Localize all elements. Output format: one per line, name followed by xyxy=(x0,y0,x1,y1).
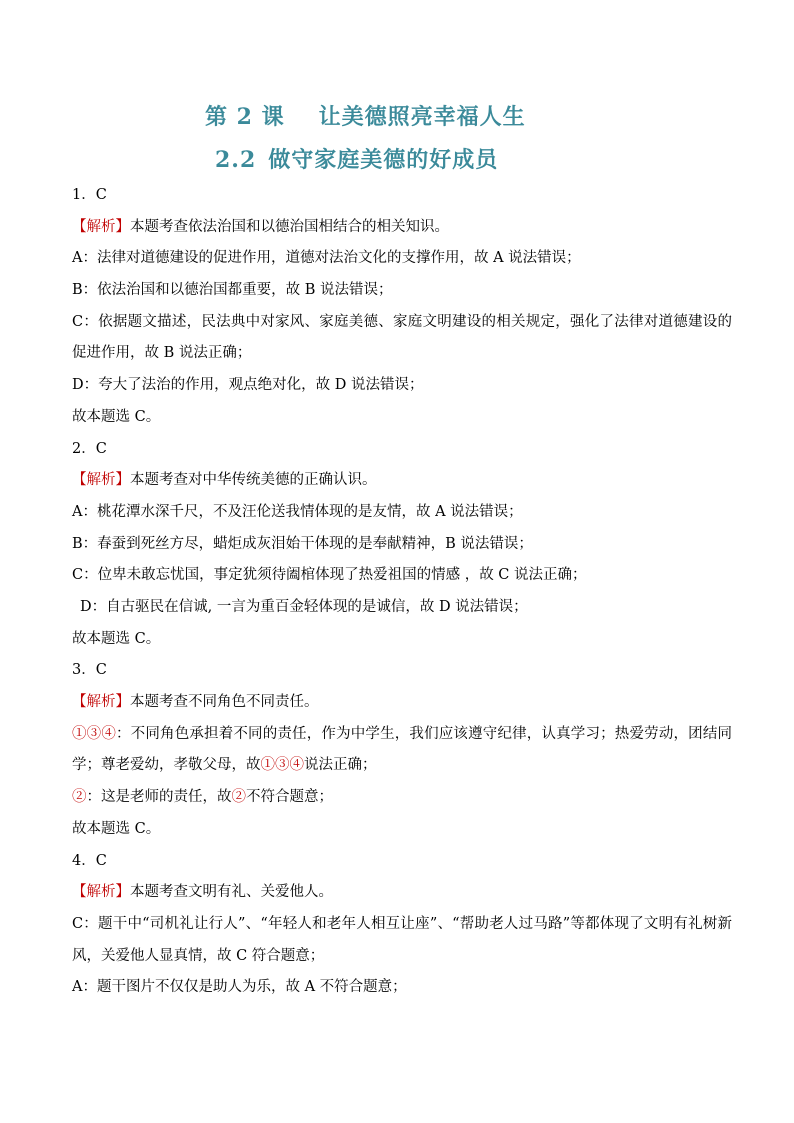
answer-body xyxy=(72,180,732,1004)
question-number: 2．C xyxy=(72,440,107,457)
analysis-line xyxy=(72,687,732,719)
option-line: C：依据题文描述，民法典中对家风、家庭美德、家庭文明建设的相关规定，强化了法律对道德建设的促进作用，故 B 说法正确； xyxy=(72,313,732,362)
option-text: ：这是老师的责任，故 xyxy=(86,789,232,806)
analysis-text: 本题考查依法治国和以德治国相结合的相关知识。 xyxy=(130,218,449,235)
analysis-tag: 【解析】 xyxy=(72,218,130,235)
circled-numbers: ①③④ xyxy=(260,757,304,774)
analysis-tag: 【解析】 xyxy=(72,884,130,901)
question-number: 3．C xyxy=(72,662,107,679)
option-line: A：桃花潭水深千尺，不及汪伦送我情体现的是友情，故 A 说法错误； xyxy=(72,503,523,520)
option-line: D：自古驱民在信诚, 一言为重百金轻体现的是诚信，故 D 说法错误； xyxy=(80,598,528,615)
option-line xyxy=(72,782,732,814)
question-number: 4．C xyxy=(72,852,107,869)
conclusion-line: 故本题选 C。 xyxy=(72,820,161,837)
section-number: 2.2 xyxy=(215,147,257,173)
lesson-name: 让美德照亮幸福人生 xyxy=(318,104,526,130)
lesson-title xyxy=(205,100,526,131)
option-line: A：题干图片不仅仅是助人为乐，故 A 不符合题意； xyxy=(72,979,407,996)
analysis-text: 本题考查不同角色不同责任。 xyxy=(130,694,319,711)
circled-number: ② xyxy=(231,789,246,806)
option-line: B：依法治国和以德治国都重要，故 B 说法错误； xyxy=(72,282,393,299)
circled-numbers: ①③④ xyxy=(72,725,117,742)
circled-number: ② xyxy=(72,789,87,806)
section-name: 做守家庭美德的好成员 xyxy=(268,147,499,173)
conclusion-line: 故本题选 C。 xyxy=(72,630,161,647)
analysis-text: 本题考查对中华传统美德的正确认识。 xyxy=(130,472,377,489)
option-line: B：春蚕到死丝方尽，蜡炬成灰泪始干体现的是奉献精神，B 说法错误； xyxy=(72,535,533,552)
option-text: ：不同角色承担着不同的责任，作为中学生，我们应该遵守纪律，认真学习；热爱劳动，团结同学；尊老爱幼，孝敬父母，故 xyxy=(72,725,733,774)
option-text-end: 不符合题意； xyxy=(246,789,333,806)
option-line: C：题干中“司机礼让行人”、“年轻人和老年人相互让座”、“帮助老人过马路”等都体现了文明有礼树新风，关爱他人显真情，故 C 符合题意； xyxy=(72,915,732,964)
analysis-tag: 【解析】 xyxy=(72,694,130,711)
analysis-tag: 【解析】 xyxy=(72,472,130,489)
question-number: 1．C xyxy=(72,187,107,203)
analysis-line xyxy=(72,465,732,497)
analysis-line xyxy=(72,212,732,244)
section-title xyxy=(215,143,498,174)
conclusion-line: 故本题选 C。 xyxy=(72,408,161,425)
option-line: C：位卑未敢忘忧国，事定犹须待阖棺体现了热爱祖国的情感 ，故 C 说法正确； xyxy=(72,567,587,584)
option-line: A：法律对道德建设的促进作用，道德对法治文化的支撑作用，故 A 说法错误； xyxy=(72,250,581,267)
lesson-number: 第 2 课 xyxy=(205,104,285,130)
option-text-end: 说法正确； xyxy=(304,757,377,774)
option-line: D：夸大了法治的作用，观点绝对化，故 D 说法错误； xyxy=(72,377,424,394)
option-line xyxy=(72,719,732,782)
analysis-line xyxy=(72,877,732,909)
analysis-text: 本题考查文明有礼、关爱他人。 xyxy=(130,884,333,901)
